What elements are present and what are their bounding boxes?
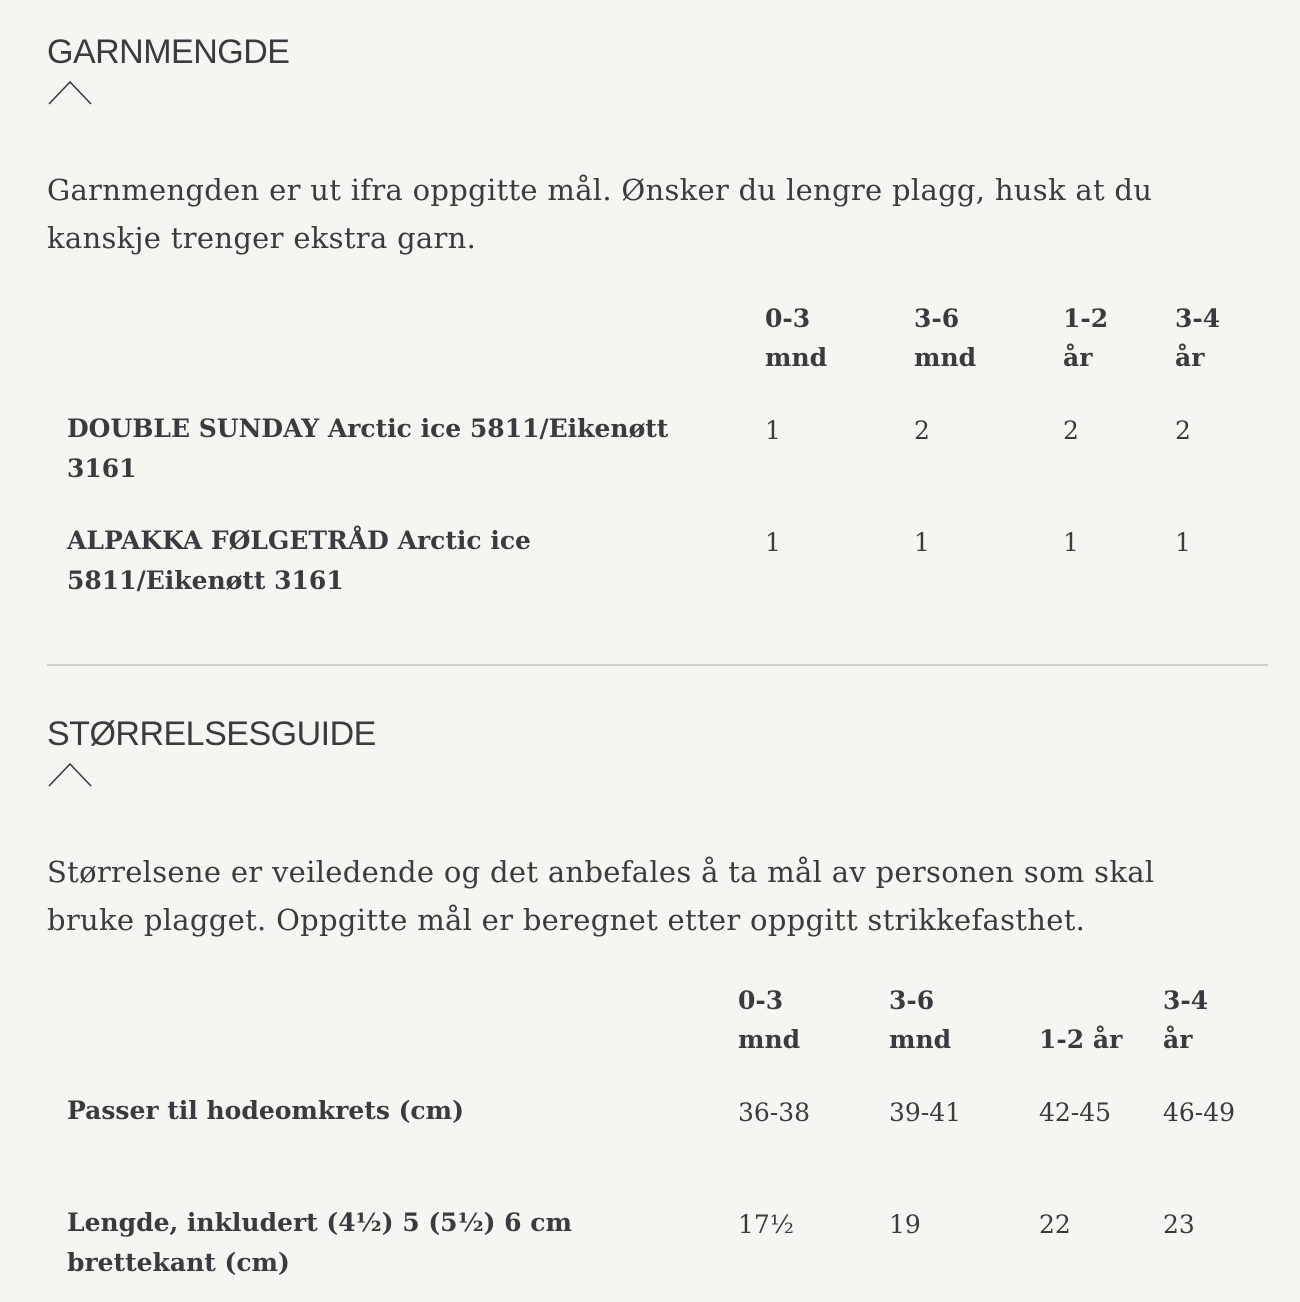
table-cell: 2 xyxy=(914,416,930,445)
table-cell: 22 xyxy=(1039,1210,1071,1239)
size-header-2: 1-2 år xyxy=(1039,1025,1123,1054)
table-cell: 46-49 xyxy=(1163,1098,1236,1127)
table-cell: 1 xyxy=(765,528,781,557)
size-header-3: 3-4 år xyxy=(1163,986,1209,1054)
table-row-label: DOUBLE SUNDAY Arctic ice 5811/Eikenøtt 3161 xyxy=(67,414,669,483)
table-row-label: ALPAKKA FØLGETRÅD Arctic ice 5811/Eikenøtt 3161 xyxy=(67,526,531,595)
table-cell: 23 xyxy=(1163,1210,1195,1239)
size-header-0: 0-3 mnd xyxy=(738,986,801,1054)
size-guide-intro: Størrelsene er veiledende og det anbefales å ta mål av personen som skal bruke plagget. Oppgitte mål er beregnet etter oppgitt strikkefasthet. xyxy=(47,855,1155,937)
table-cell: 1 xyxy=(914,528,930,557)
table-cell: 42-45 xyxy=(1039,1098,1112,1127)
yarn-header-2: 1-2 år xyxy=(1063,304,1109,372)
yarn-header-0: 0-3 mnd xyxy=(765,304,828,372)
yarn-header-1: 3-6 mnd xyxy=(914,304,977,372)
size-guide-title: STØRRELSESGUIDE xyxy=(47,715,376,753)
chevron-up-icon[interactable] xyxy=(47,760,93,788)
table-cell: 39-41 xyxy=(889,1098,962,1127)
table-cell: 19 xyxy=(889,1210,921,1239)
table-cell: 2 xyxy=(1063,416,1079,445)
table-cell: 17½ xyxy=(738,1210,795,1239)
table-cell: 1 xyxy=(1175,528,1191,557)
table-cell: 1 xyxy=(1063,528,1079,557)
yarn-section xyxy=(47,32,1268,255)
table-cell: 36-38 xyxy=(738,1098,811,1127)
size-header-1: 3-6 mnd xyxy=(889,986,952,1054)
section-divider xyxy=(47,664,1268,666)
table-cell: 2 xyxy=(1175,416,1191,445)
yarn-header-3: 3-4 år xyxy=(1175,304,1221,372)
table-row-label: Passer til hodeomkrets (cm) xyxy=(67,1096,464,1125)
chevron-up-icon[interactable] xyxy=(47,78,93,106)
size-guide-section xyxy=(47,714,1268,937)
table-cell: 1 xyxy=(765,416,781,445)
table-row-label: Lengde, inkludert (4½) 5 (5½) 6 cm brettekant (cm) xyxy=(67,1208,572,1277)
yarn-section-title: GARNMENGDE xyxy=(47,33,290,71)
yarn-intro: Garnmengden er ut ifra oppgitte mål. Ønsker du lengre plagg, husk at du kanskje trenger ekstra garn. xyxy=(47,173,1153,255)
